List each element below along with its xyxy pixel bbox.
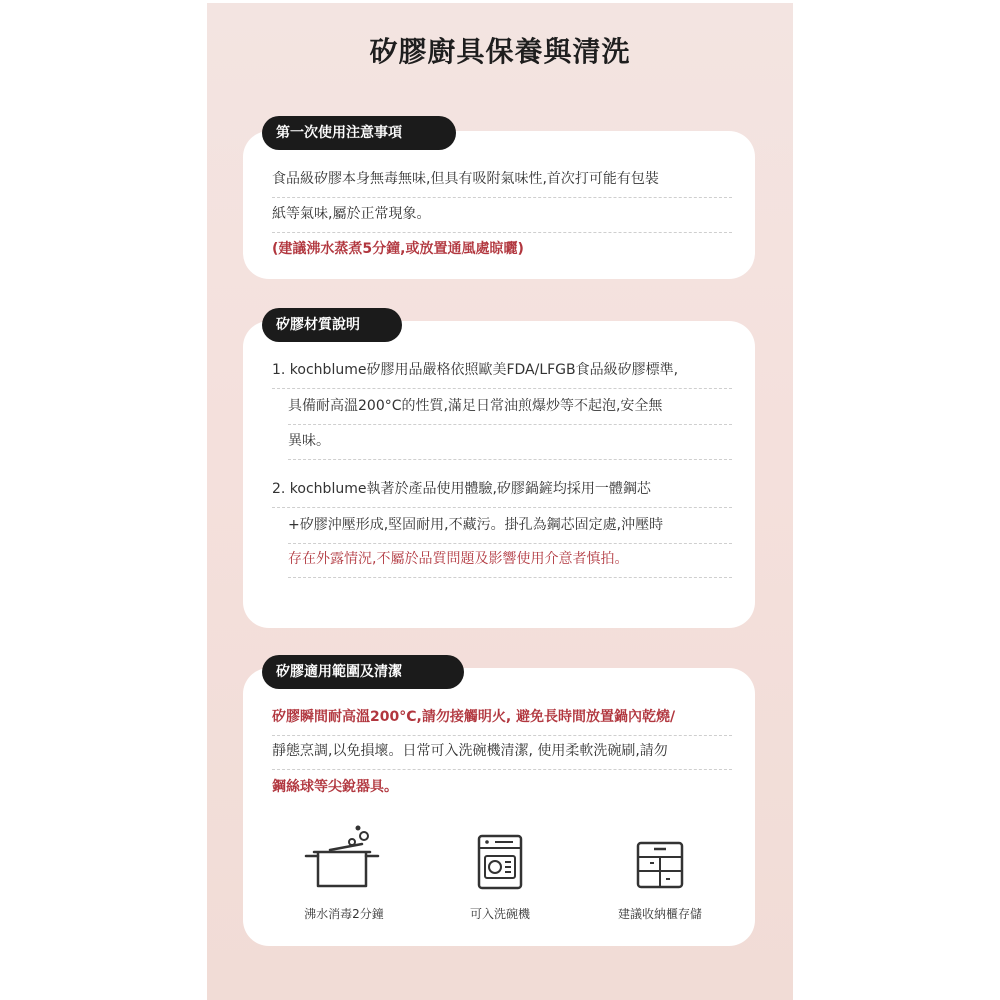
material-line-6: 存在外露情況,不屬於品質問題及影響使用介意者慎拍。 [288,541,732,578]
cleaning-line-3: 鋼絲球等尖銳器具。 [272,779,398,795]
material-line-3: 異味。 [288,423,732,460]
boiling-pot-icon [300,822,384,894]
material-line-4: 2. kochblume執著於產品使用體驗,矽膠鍋鏟均採用一體鋼芯 [272,471,732,508]
tag-cleaning: 矽膠適用範圍及清潔 [262,655,464,689]
icon-label-dishwasher: 可入洗碗機 [469,907,530,921]
icon-label-storage: 建議收納櫃存儲 [617,907,702,921]
tag-material: 矽膠材質說明 [262,308,402,342]
tag-first-use: 第一次使用注意事項 [262,116,456,150]
icon-label-boil: 沸水消毒2分鐘 [304,907,384,921]
page-title: 矽膠廚具保養與清洗 [369,35,631,68]
storage-cabinet-icon [636,841,684,889]
first-use-line-2: 紙等氣味,屬於正常現象。 [272,196,732,233]
material-line-2: 具備耐高溫200°C的性質,滿足日常油煎爆炒等不起泡,安全無 [288,388,732,425]
material-line-5: +矽膠沖壓形成,堅固耐用,不藏污。掛孔為鋼芯固定處,沖壓時 [288,507,732,544]
first-use-line-1: 食品級矽膠本身無毒無味,但具有吸附氣味性,首次打可能有包裝 [272,161,732,198]
cleaning-line-1: 矽膠瞬間耐高溫200°C,請勿接觸明火, 避免長時間放置鍋內乾燒/ [272,699,732,736]
first-use-note: (建議沸水蒸煮5分鐘,或放置通風處晾曬) [272,241,524,257]
cleaning-line-2: 靜態烹調,以免損壞。日常可入洗碗機清潔, 使用柔軟洗碗刷,請勿 [272,733,732,770]
dishwasher-icon [477,834,523,890]
material-line-1: 1. kochblume矽膠用品嚴格依照歐美FDA/LFGB食品級矽膠標準, [272,352,732,389]
